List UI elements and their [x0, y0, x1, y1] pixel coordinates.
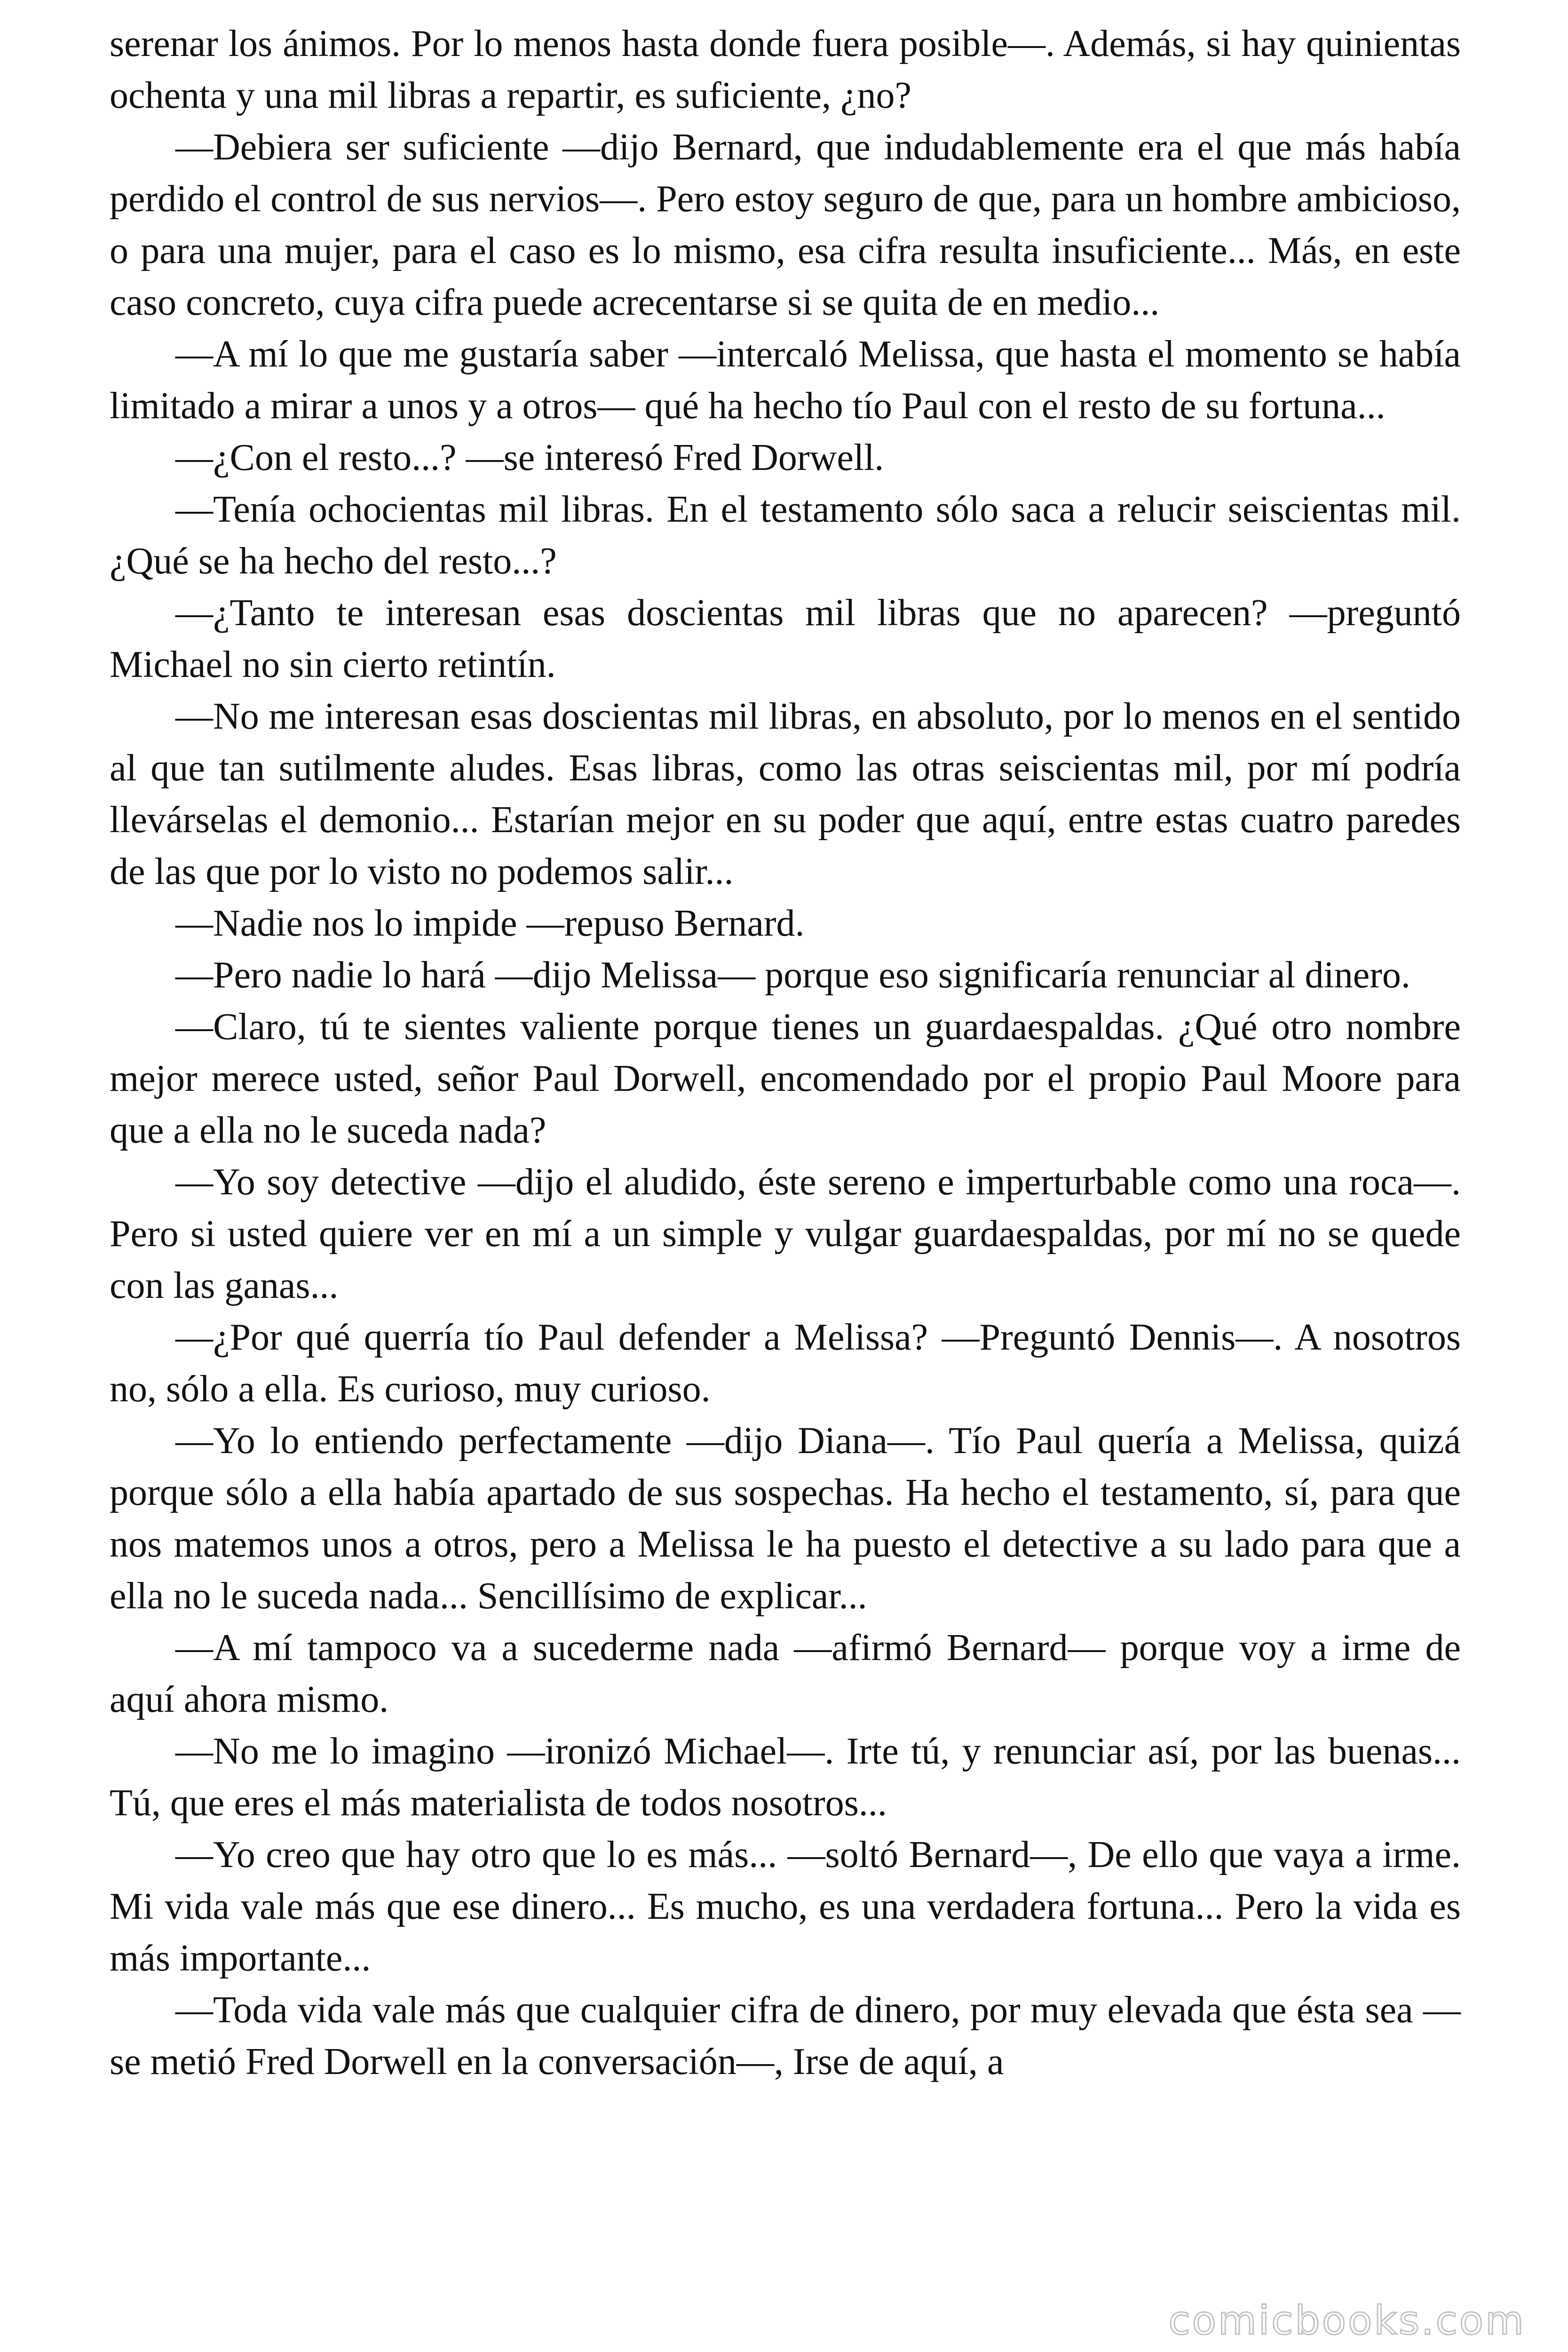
paragraph: —A mí lo que me gustaría saber —intercaló Melissa, que hasta el momento se había limitado a mirar a unos y a otros— qué ha hecho tío Paul con el resto de su fortuna... [110, 334, 1461, 427]
watermark: comicbooks.com [1168, 2297, 1526, 2344]
paragraph: —Yo creo que hay otro que lo es más... —soltó Bernard—, De ello que vaya a irme. Mi vida vale más que ese dinero... Es mucho, es una verdadera fortuna... Pero la vida es más importante... [110, 1834, 1461, 1979]
paragraph: —Pero nadie lo hará —dijo Melissa— porque eso significaría renunciar al dinero. [175, 954, 1410, 996]
paragraph: —No me interesan esas doscientas mil libras, en absoluto, por lo menos en el sentido al que tan sutilmente aludes. Esas libras, como las otras seiscientas mil, por mí podría llevárselas el demonio... Estarían mejor en su poder que aquí, entre estas cuatro paredes de las que por lo visto no podemos salir... [110, 696, 1461, 892]
paragraph: —A mí tampoco va a sucederme nada —afirmó Bernard— porque voy a irme de aquí ahora mismo. [110, 1627, 1461, 1720]
paragraph: —No me lo imagino —ironizó Michael—. Irte tú, y renunciar así, por las buenas... Tú, que eres el más materialista de todos nosotros... [110, 1731, 1461, 1824]
paragraph: —Claro, tú te sientes valiente porque tienes un guardaespaldas. ¿Qué otro nombre mejor merece usted, señor Paul Dorwell, encomendado por el propio Paul Moore para que a ella no le suceda nada? [110, 1006, 1461, 1151]
paragraph: —¿Con el resto...? —se interesó Fred Dorwell. [175, 437, 884, 478]
paragraph: —Nadie nos lo impide —repuso Bernard. [175, 903, 805, 944]
paragraph: —Toda vida vale más que cualquier cifra de dinero, por muy elevada que ésta sea —se metió Fred Dorwell en la conversación—, Irse de aquí, a [110, 1989, 1461, 2082]
page-text [110, 18, 1461, 2088]
paragraph: —Tenía ochocientas mil libras. En el testamento sólo saca a relucir seiscientas mil. ¿Qué se ha hecho del resto...? [110, 489, 1461, 582]
paragraph: —Yo lo entiendo perfectamente —dijo Diana—. Tío Paul quería a Melissa, quizá porque sólo a ella había apartado de sus sospechas. Ha hecho el testamento, sí, para que nos matemos unos a otros, pero a Melissa le ha puesto el detective a su lado para que a ella no le suceda nada... Sencillísimo de explicar... [110, 1420, 1461, 1617]
paragraph: —¿Por qué querría tío Paul defender a Melissa? —Preguntó Dennis—. A nosotros no, sólo a ella. Es curioso, muy curioso. [110, 1317, 1461, 1410]
paragraph: —Yo soy detective —dijo el aludido, éste sereno e imperturbable como una roca—. Pero si usted quiere ver en mí a un simple y vulgar guardaespaldas, por mí no se quede con las ganas... [110, 1161, 1461, 1306]
paragraph: —Debiera ser suficiente —dijo Bernard, que indudablemente era el que más había perdido el control de sus nervios—. Pero estoy seguro de que, para un hombre ambicioso, o para una mujer, para el caso es lo mismo, esa cifra resulta insuficiente... Más, en este caso concreto, cuya cifra puede acrecentarse si se quita de en medio... [110, 127, 1461, 323]
paragraph: serenar los ánimos. Por lo menos hasta donde fuera posible—. Además, si hay quinientas ochenta y una mil libras a repartir, es suficiente, ¿no? [110, 23, 1461, 116]
paragraph: —¿Tanto te interesan esas doscientas mil libras que no aparecen? —preguntó Michael no sin cierto retintín. [110, 592, 1461, 685]
